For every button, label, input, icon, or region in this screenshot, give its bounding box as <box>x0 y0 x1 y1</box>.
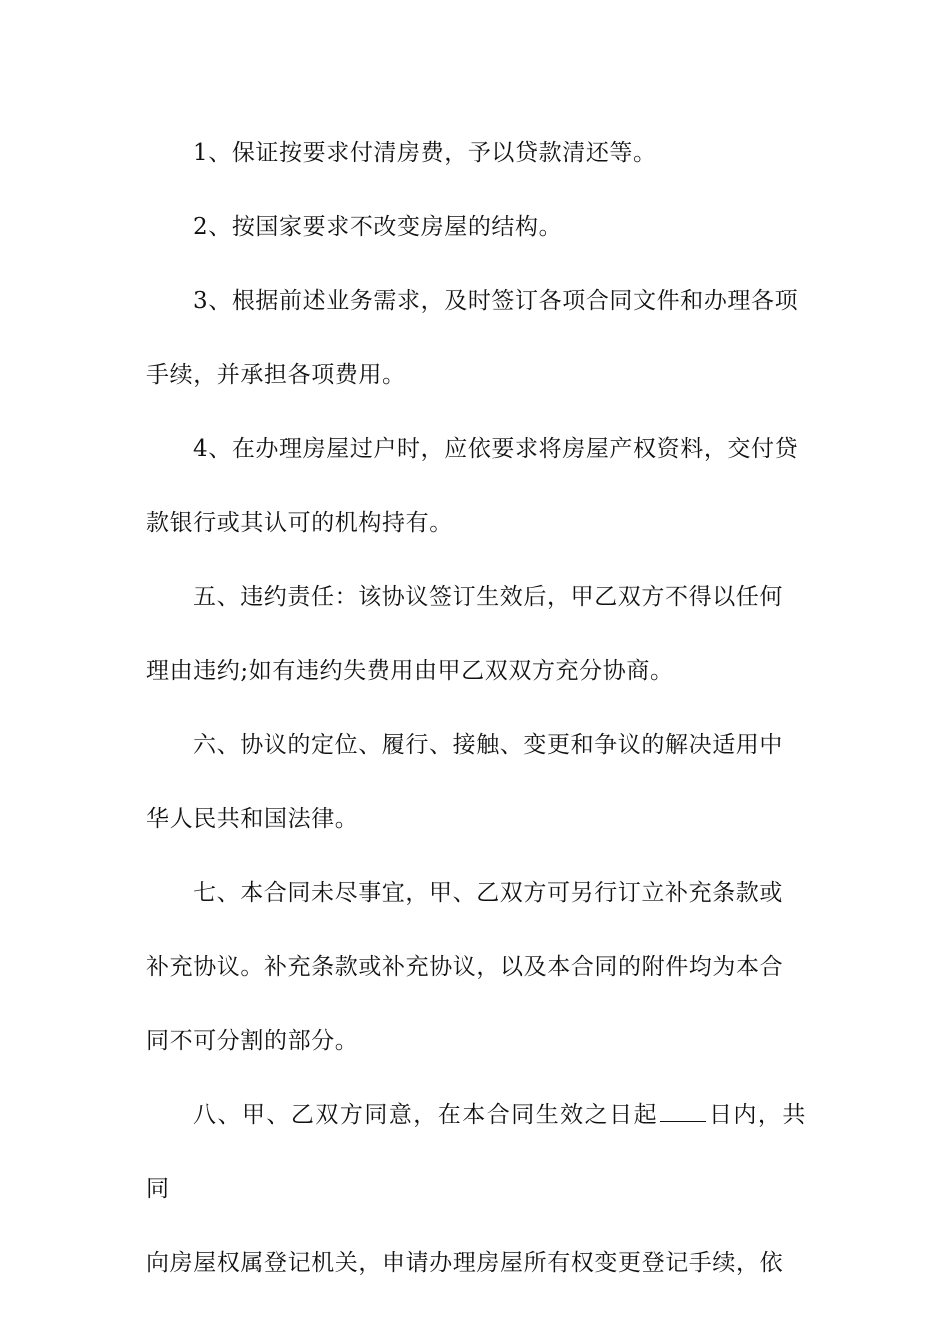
paragraph-line: 2、按国家要求不改变房屋的结构。 <box>193 214 563 240</box>
fill-in-blank <box>660 1103 706 1122</box>
paragraph-4 <box>146 412 806 560</box>
paragraph-7 <box>146 856 806 1078</box>
paragraph-line: 七、本合同未尽事宜，甲、乙双方可另行订立补充条款或 <box>193 880 783 906</box>
paragraph-5 <box>146 560 806 708</box>
text-segment: 日内，共同 <box>146 1102 806 1202</box>
paragraph-line: 款银行或其认可的机构持有。 <box>146 510 453 536</box>
paragraph-2 <box>146 190 806 264</box>
paragraph-line: 向房屋权属登记机关，申请办理房屋所有权变更登记手续，依 <box>146 1250 784 1276</box>
paragraph-line: 手续，并承担各项费用。 <box>146 362 406 388</box>
paragraph-line: 六、协议的定位、履行、接触、变更和争议的解决适用中 <box>193 732 783 758</box>
paragraph-line: 同不可分割的部分。 <box>146 1028 359 1054</box>
paragraph-line: 五、违约责任：该协议签订生效后，甲乙双方不得以任何 <box>193 584 783 610</box>
paragraph-line: 3、根据前述业务需求，及时签订各项合同文件和办理各项 <box>193 288 799 314</box>
paragraph-line <box>146 1078 806 1226</box>
paragraph-6 <box>146 708 806 856</box>
paragraph-line: 4、在办理房屋过户时，应依要求将房屋产权资料，交付贷 <box>193 436 799 462</box>
text-segment: 八、甲、乙双方同意，在本合同生效之日起 <box>193 1102 659 1128</box>
paragraph-8 <box>146 1078 806 1300</box>
paragraph-3 <box>146 264 806 412</box>
paragraph-1 <box>146 116 806 190</box>
paragraph-line: 1、保证按要求付清房费，予以贷款清还等。 <box>193 140 657 166</box>
paragraph-line: 补充协议。补充条款或补充协议，以及本合同的附件均为本合 <box>146 954 784 980</box>
paragraph-line: 华人民共和国法律。 <box>146 806 359 832</box>
paragraph-line: 理由违约;如有违约失费用由甲乙双双方充分协商。 <box>146 658 674 684</box>
